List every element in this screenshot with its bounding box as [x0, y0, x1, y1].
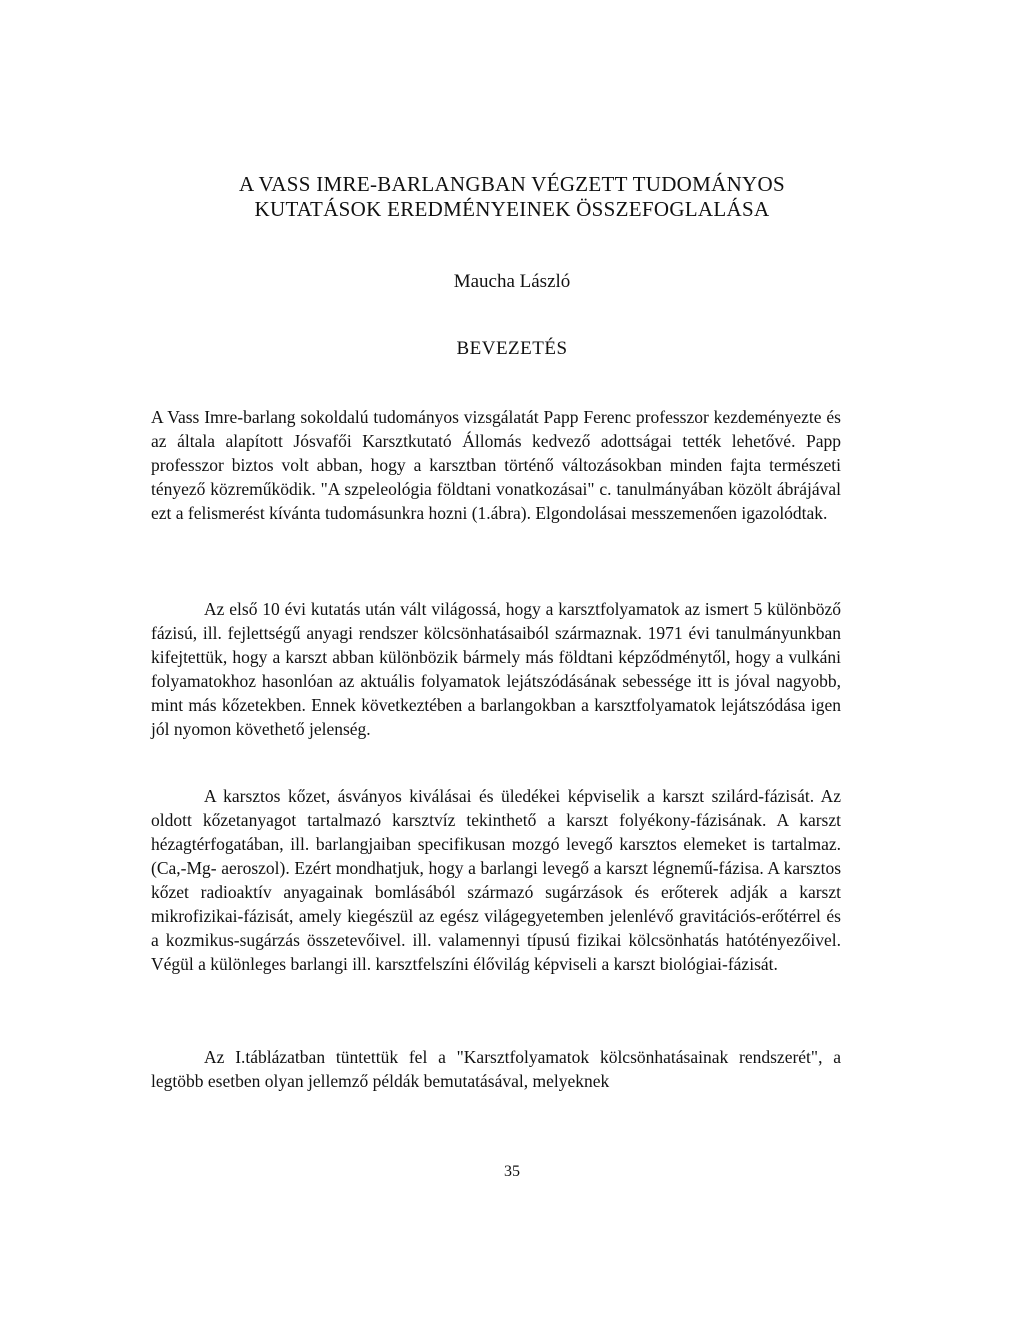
paragraph: Az I.táblázatban tüntettük fel a "Karsztfolyamatok kölcsönhatásainak rendszerét", a legtöbb esetben olyan jellemző példák bemutatásával, melyeknek [151, 1047, 841, 1091]
paragraph: Az első 10 évi kutatás után vált világossá, hogy a karsztfolyamatok az ismert 5 különböző fázisú, ill. fejlettségű anyagi rendszer kölcsönhatásaiból származnak. 1971 évi tanulmányunkban kifejtettük, hogy a karszt abban különbözik bármely más földtani képződménytől, hogy a vulkáni folyamatokhoz hasonlóan az aktuális folyamatok lejátszódásának sebessége itt is jóval nagyobb, mint más kőzetekben. Ennek következtében a barlangokban a karsztfolyamatok lejátszódása igen jól nyomon követhető jelenség. [151, 599, 841, 739]
page-number: 35 [504, 1163, 520, 1180]
paragraph: A Vass Imre-barlang sokoldalú tudományos vizsgálatát Papp Ferenc professzor kezdeményezte és az általa alapított Jósvafői Karsztkutató Állomás kedvező adottságai tették lehetővé. Papp professzor biztos volt abban, hogy a karsztban történő változásokban minden fajta természeti tényező közreműködik. "A szpeleológia földtani vonatkozásai" c. tanulmányában közölt ábrájával ezt a felismerést kívánta tudomásunkra hozni (1.ábra). Elgondolásai messzemenően igazolódtak. [151, 407, 841, 523]
document-title-line-2: KUTATÁSOK EREDMÉNYEINEK ÖSSZEFOGLALÁSA [254, 197, 770, 221]
section-heading: BEVEZETÉS [456, 338, 568, 359]
document-title-line-1: A VASS IMRE-BARLANGBAN VÉGZETT TUDOMÁNYOS [239, 172, 785, 196]
paragraph: A karsztos kőzet, ásványos kiválásai és üledékei képviselik a karszt szilárd-fázisát. Az oldott kőzetanyagot tartalmazó karsztvíz tekinthető a karszt folyékony-fázisának. A karszt hézagtérfogatában, ill. barlangjaiban specifikusan mozgó levegő karsztos elemeket is tartalmaz. (Ca,-Mg- aeroszol). Ezért mondhatjuk, hogy a barlangi levegő a karszt légnemű-fázisa. A karsztos kőzet radioaktív anyagainak bomlásából származó sugárzások és erőterek adják a karszt mikrofizikai-fázisát, amely kiegészül az egész világegyetemben jelenlévő gravitációs-erőtérrel és a kozmikus-sugárzás összetevőivel. ill. valamennyi típusú fizikai kölcsönhatás hatótényezőivel. Végül a különleges barlangi ill. karsztfelszíni élővilág képviseli a karszt biológiai-fázisát. [151, 786, 841, 974]
author-name: Maucha László [453, 271, 571, 292]
